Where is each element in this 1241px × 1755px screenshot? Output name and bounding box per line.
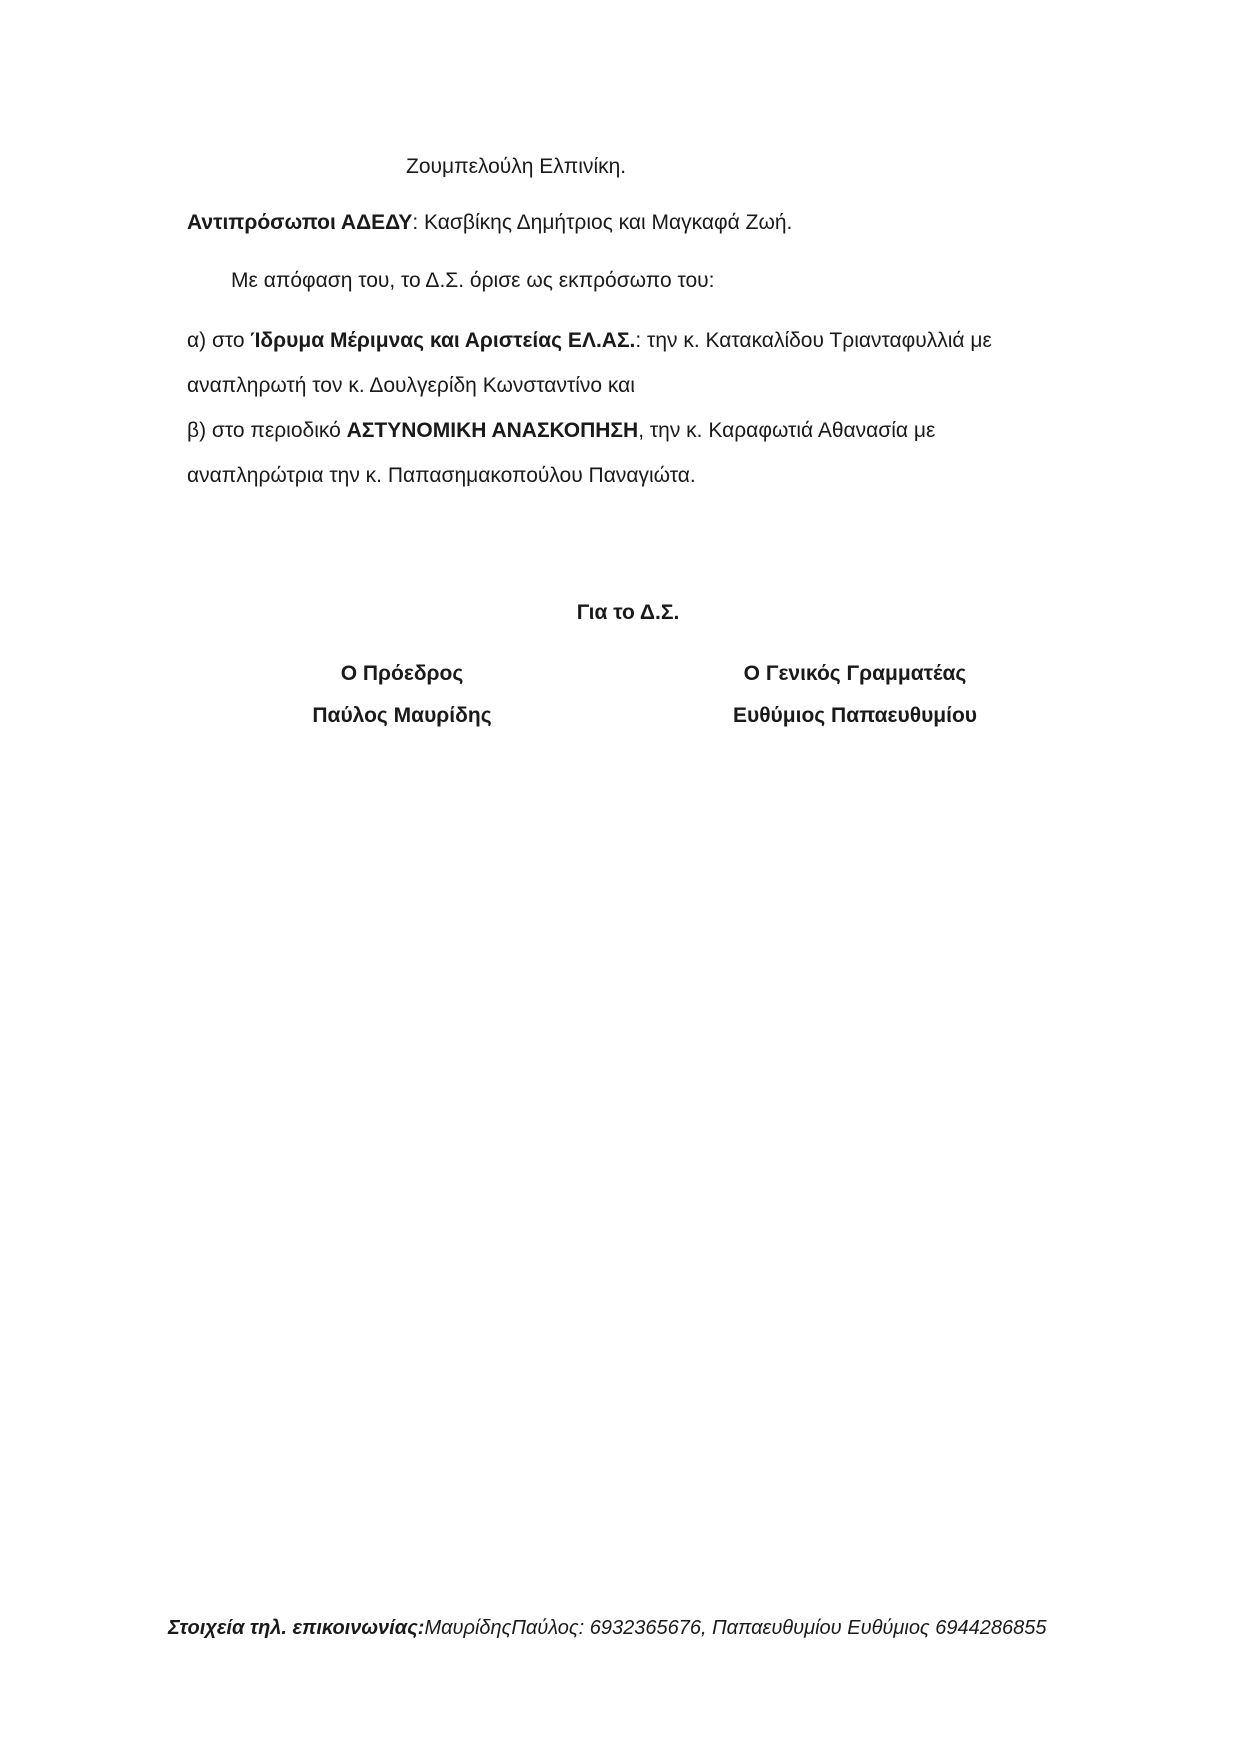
item-a-prefix: α) στο bbox=[187, 329, 251, 352]
president-title: Ο Πρόεδρος bbox=[340, 662, 464, 685]
footer-label: Στοιχεία τηλ. επικοινωνίας: bbox=[168, 1617, 425, 1639]
adedy-label: Αντιπρόσωποι ΑΔΕΔΥ bbox=[187, 211, 413, 234]
item-b-line1 bbox=[187, 420, 935, 441]
item-b-line2: αναπληρώτρια την κ. Παπασημακοπούλου Παναγιώτα. bbox=[187, 464, 696, 487]
item-a-line2: αναπληρωτή τον κ. Δουλγερίδη Κωνσταντίνο και bbox=[187, 374, 635, 397]
adedy-text: : Κασβίκης Δημήτριος και Μαγκαφά Ζωή. bbox=[412, 211, 793, 234]
president-name: Παύλος Μαυρίδης bbox=[312, 704, 492, 727]
item-b-rest: , την κ. Καραφωτιά Αθανασία με bbox=[638, 419, 936, 442]
footer-contact bbox=[168, 1618, 1046, 1638]
secretary-name: Ευθύμιος Παπαευθυμίου bbox=[732, 704, 978, 727]
item-b-prefix: β) στο περιοδικό bbox=[187, 419, 347, 442]
footer-text: ΜαυρίδηςΠαύλος: 6932365676, Παπαευθυμίου Ευθύμιος 6944286855 bbox=[424, 1617, 1047, 1639]
item-b-org: ΑΣΤΥΝΟΜΙΚΗ ΑΝΑΣΚΟΠΗΣΗ bbox=[346, 419, 639, 442]
item-a-org: Ίδρυμα Μέριμνας και Αριστείας ΕΛ.ΑΣ. bbox=[250, 329, 636, 352]
item-a-line1 bbox=[187, 330, 992, 351]
continuation-name: Ζουμπελούλη Ελπινίκη. bbox=[406, 155, 627, 178]
for-board: Για το Δ.Σ. bbox=[576, 601, 680, 624]
decision-intro: Με απόφαση του, το Δ.Σ. όρισε ως εκπρόσωπο του: bbox=[231, 269, 715, 292]
item-a-rest: : την κ. Κατακαλίδου Τριανταφυλλιά με bbox=[635, 329, 992, 352]
secretary-title: Ο Γενικός Γραμματέας bbox=[743, 662, 967, 685]
adedy-representatives bbox=[187, 212, 792, 233]
